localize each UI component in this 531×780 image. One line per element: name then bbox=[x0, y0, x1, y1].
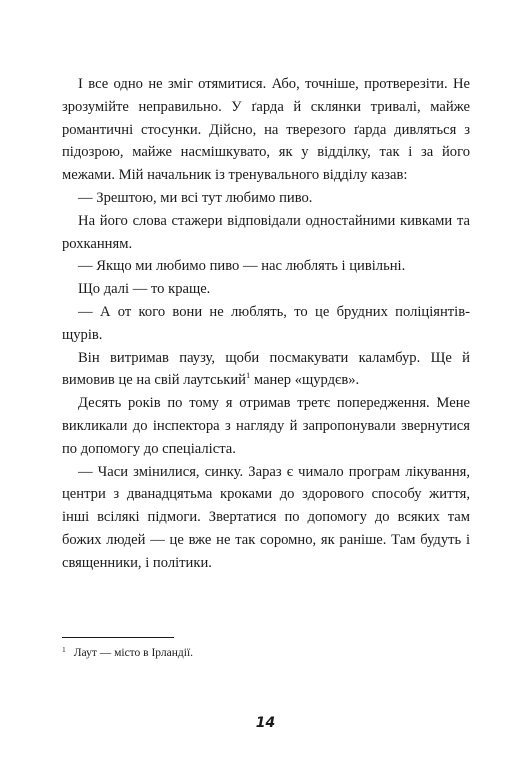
page-number: 14 bbox=[255, 715, 276, 731]
paragraph-6: — А от кого вони не люблять, то це брудних поліціянтів-щурів. bbox=[62, 303, 470, 343]
paragraph-4: — Якщо ми любимо пиво — нас люблять і цивільні. bbox=[78, 258, 406, 275]
footnote-divider bbox=[62, 637, 174, 638]
paragraph-7-before: Він витримав паузу, щоби посмакувати каламбур. Ще й вимовив це на свій лаутський bbox=[62, 349, 470, 389]
paragraph-7 bbox=[62, 347, 470, 393]
paragraph-2: — Зрештою, ми всі тут любимо пиво. bbox=[78, 189, 313, 206]
paragraph-5: Що далі — то краще. bbox=[78, 281, 211, 298]
paragraph-9: — Часи змінилися, синку. Зараз є чимало програм лікування, центри з дванадцятьма кроками до здорового способу життя, інші всілякі підмоги. Звертатися по допомогу до всяких там божих людей — це вже не так соромно, як раніше. Там будуть і священники, і політики. bbox=[62, 463, 470, 571]
footnote-marker: 1 bbox=[62, 645, 66, 654]
footnote bbox=[62, 646, 470, 661]
paragraph-3: На його слова стажери відповідали одностайними кивками та рохканням. bbox=[62, 212, 470, 252]
footnote-reference[interactable]: 1 bbox=[245, 370, 251, 381]
paragraph-1: І все одно не зміг отямитися. Або, точніше, протверезіти. Не зрозумійте неправильно. У ґарда й склянки тривалі, майже романтичні стосунки. Дійсно, на тверезого ґарда дивляться з підозрою, майже насмішкувато, як у відділку, так і за його межами. Мій начальник із тренувального відділу казав: bbox=[62, 76, 470, 184]
body-text bbox=[62, 73, 470, 575]
footnote-text: Лаут — місто в Ірландії. bbox=[73, 647, 194, 659]
paragraph-8: Десять років по тому я отримав третє попередження. Мене викликали до інспектора з нагляду й запропонували звернутися по допомогу до спеціаліста. bbox=[62, 395, 470, 457]
paragraph-7-after: манер «щурдєв». bbox=[250, 372, 360, 389]
